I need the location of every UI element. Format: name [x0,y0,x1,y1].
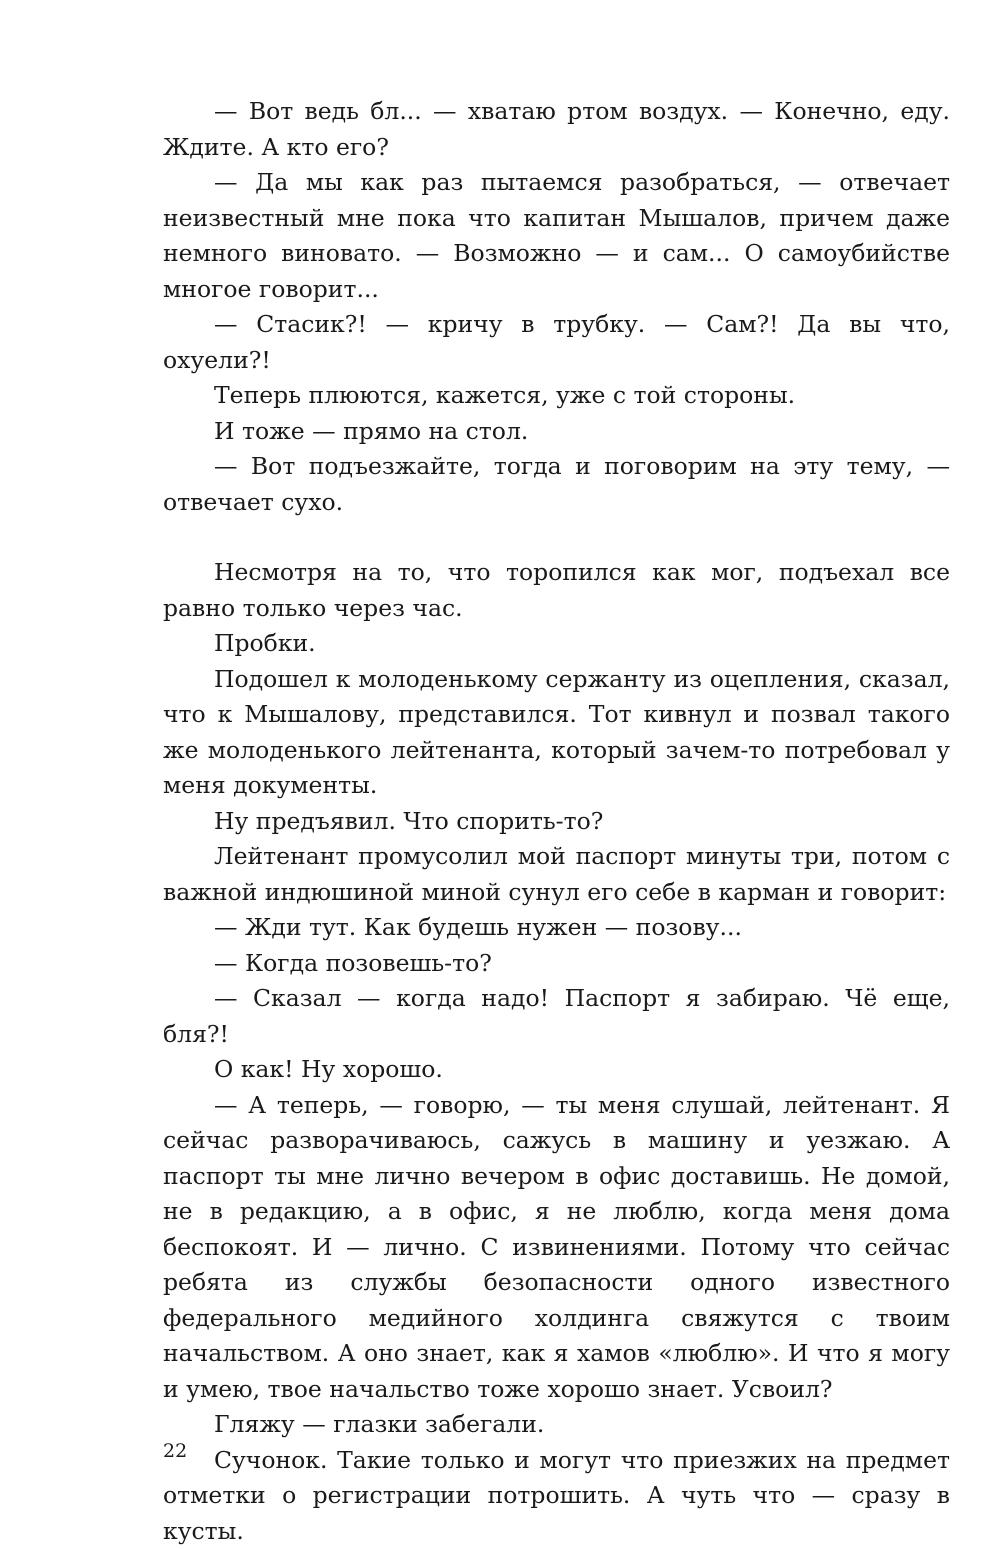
paragraph: Лейтенант промусолил мой паспорт минуты три, потом с важной индюшиной миной сунул его себе в карман и говорит: [163,839,950,910]
paragraph: Ну предъявил. Что спорить-то? [163,804,950,840]
page-body [163,94,950,1549]
paragraph: — Вот подъезжайте, тогда и поговорим на эту тему, — отвечает сухо. [163,449,950,520]
paragraph: — А теперь, — говорю, — ты меня слушай, лейтенант. Я сейчас разворачиваюсь, сажусь в машину и уезжаю. А паспорт ты мне лично вечером в офис доставишь. Не домой, не в редакцию, а в офис, я не люблю, когда меня дома беспокоят. И — лично. С извинениями. Потому что сейчас ребята из службы безопасности одного известного федерального медийного холдинга свяжутся с твоим начальством. А оно знает, как я хамов «люблю». И что я могу и умею, твое начальство тоже хорошо знает. Усвоил? [163,1088,950,1408]
paragraph: Теперь плюются, кажется, уже с той стороны. [163,378,950,414]
paragraph: — Вот ведь бл... — хватаю ртом воздух. — Конечно, еду. Ждите. А кто его? [163,94,950,165]
paragraph: — Жди тут. Как будешь нужен — позову... [163,910,950,946]
paragraph: — Сказал — когда надо! Паспорт я забираю. Чё еще, бля?! [163,981,950,1052]
paragraph: О как! Ну хорошо. [163,1052,950,1088]
paragraph: Пробки. [163,626,950,662]
paragraph: Сучонок. Такие только и могут что приезжих на предмет отметки о регистрации потрошить. А чуть что — сразу в кусты. [163,1443,950,1549]
paragraph: И тоже — прямо на стол. [163,414,950,450]
section-break [163,520,950,555]
page-number: 22 [163,1438,187,1464]
paragraph: Несмотря на то, что торопился как мог, подъехал все равно только через час. [163,555,950,626]
paragraph: Подошел к молоденькому сержанту из оцепления, сказал, что к Мышалову, представился. Тот кивнул и позвал такого же молоденького лейтенанта, который зачем-то потребовал у меня документы. [163,662,950,804]
paragraph: — Да мы как раз пытаемся разобраться, — отвечает неизвестный мне пока что капитан Мышалов, причем даже немного виновато. — Возможно — и сам... О самоубийстве многое говорит... [163,165,950,307]
paragraph: Гляжу — глазки забегали. [163,1407,950,1443]
paragraph: — Когда позовешь-то? [163,946,950,982]
paragraph: — Стасик?! — кричу в трубку. — Сам?! Да вы что, охуели?! [163,307,950,378]
